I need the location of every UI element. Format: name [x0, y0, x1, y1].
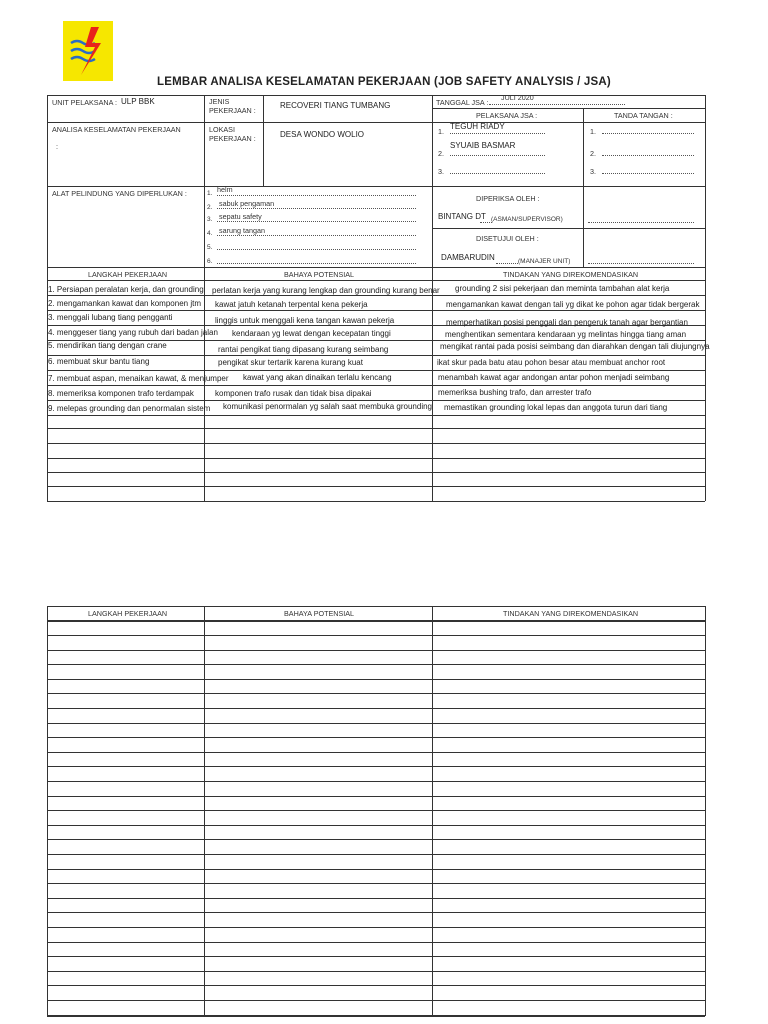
- row-1-tindakan: grounding 2 sisi pekerjaan dan meminta tambahan alat kerja: [455, 284, 670, 293]
- empty-table-row: [47, 869, 705, 870]
- row-2-tindakan: mengamankan kawat dengan tali yg dikat ke pohon agar tidak bergerak: [446, 300, 700, 309]
- disetujui-name: DAMBARUDIN: [441, 253, 495, 262]
- empty-table-row: [47, 942, 705, 943]
- lokasi-value: DESA WONDO WOLIO: [280, 130, 365, 139]
- row-2-bahaya: kawat jatuh ketanah terpental kena pekerja: [215, 300, 368, 309]
- empty-table-row: [47, 912, 705, 913]
- empty-table-row: [47, 854, 705, 855]
- row-5-bahaya: rantai pengikat tiang dipasang kurang seimbang: [218, 345, 389, 354]
- row-3-tindakan: memperhatikan posisi penggali dan pengeruk tanah agar bergantian: [446, 318, 688, 327]
- row-6-bahaya: pengikat skur tertarik karena kurang kuat: [218, 358, 363, 367]
- empty-table-row: [47, 635, 705, 636]
- empty-table-row: [47, 1015, 705, 1016]
- row-2-langkah: 2. mengamankan kawat dan komponen jtm: [48, 299, 201, 308]
- col-header-tindakan: TINDAKAN YANG DIREKOMENDASIKAN: [503, 270, 639, 279]
- empty-table-row: [47, 839, 705, 840]
- jenis-value: RECOVERI TIANG TUMBANG: [280, 101, 391, 110]
- apd-num-6: 6.: [207, 258, 213, 265]
- empty-table-row: [47, 723, 705, 724]
- empty-table-row: [47, 898, 705, 899]
- jenis-label: JENIS: [209, 97, 230, 106]
- empty-table-row: [47, 796, 705, 797]
- apd-num-3: 3.: [207, 216, 213, 223]
- empty-table-row: [47, 752, 705, 753]
- empty-table-row: [47, 664, 705, 665]
- col-header-bahaya-2: BAHAYA POTENSIAL: [284, 609, 355, 618]
- empty-table-row: [47, 708, 705, 709]
- company-logo: [63, 21, 113, 81]
- empty-table-row: [47, 650, 705, 651]
- apd-item-1: helm: [217, 185, 233, 194]
- tanggal-value: JULI 2020: [501, 93, 534, 102]
- pelaksana-name-1: TEGUH RIADY: [450, 122, 505, 131]
- empty-table-row: [47, 693, 705, 694]
- empty-table-row: [47, 825, 705, 826]
- row-9-langkah: 9. melepas grounding dan penormalan sistem: [48, 404, 211, 413]
- row-9-tindakan: memastikan grounding lokal lepas dan anggota turun dari tiang: [444, 403, 668, 412]
- pelaksana-num-1: 1.: [438, 127, 444, 136]
- row-8-langkah: 8. memeriksa komponen trafo terdampak: [48, 389, 194, 398]
- tanggal-label: TANGGAL JSA :: [436, 98, 489, 107]
- tanda-num-3: 3.: [590, 167, 596, 176]
- empty-table-row: [47, 766, 705, 767]
- tanda-num-2: 2.: [590, 149, 596, 158]
- row-9-bahaya: komunikasi penormalan yg salah saat membuka grounding: [223, 402, 433, 411]
- analisa-label: ANALISA KESELAMATAN PEKERJAAN: [52, 125, 181, 134]
- empty-table-row: [47, 985, 705, 986]
- empty-table-row: [47, 927, 705, 928]
- diperiksa-name: BINTANG DT: [438, 212, 486, 221]
- lokasi-label-2: PEKERJAAN :: [209, 134, 256, 143]
- col-header-langkah: LANGKAH PEKERJAAN: [88, 270, 168, 279]
- diperiksa-role: (ASMAN/SUPERVISOR): [491, 216, 563, 223]
- jenis-label-2: PEKERJAAN :: [209, 106, 256, 115]
- row-5-tindakan: mengikat rantai pada posisi seimbang dan diarahkan dengan tali diujungnya: [440, 342, 710, 351]
- empty-table-row: [47, 810, 705, 811]
- row-8-bahaya: komponen trafo rusak dan tidak bisa dipakai: [215, 389, 372, 398]
- disetujui-role: (MANAJER UNIT): [518, 258, 571, 265]
- empty-table-row: [47, 1000, 705, 1001]
- row-7-langkah: 7. membuat aspan, menaikan kawat, & menjumper: [48, 374, 229, 383]
- row-5-langkah: 5. mendirikan tiang dengan crane: [48, 341, 167, 350]
- row-7-tindakan: menambah kawat agar andongan antar pohon menjadi seimbang: [438, 373, 670, 382]
- row-4-tindakan: menghentikan sementara kendaraan yg melintas hingga tiang aman: [445, 330, 687, 339]
- empty-table-row: [47, 679, 705, 680]
- apd-item-4: sarung tangan: [219, 226, 265, 235]
- empty-table-row: [47, 956, 705, 957]
- apd-label: ALAT PELINDUNG YANG DIPERLUKAN :: [52, 189, 187, 198]
- col-header-langkah-2: LANGKAH PEKERJAAN: [88, 609, 168, 618]
- pelaksana-num-3: 3.: [438, 167, 444, 176]
- empty-table-row: [47, 781, 705, 782]
- row-3-bahaya: linggis untuk menggali kena tangan kawan pekerja: [215, 316, 395, 325]
- lokasi-label: LOKASI: [209, 125, 235, 134]
- tanda-label: TANDA TANGAN :: [614, 111, 673, 120]
- unit-label: UNIT PELAKSANA :: [52, 98, 117, 107]
- empty-table-row: [47, 971, 705, 972]
- apd-num-5: 5.: [207, 244, 213, 251]
- disetujui-label: DISETUJUI OLEH :: [476, 234, 539, 243]
- diperiksa-label: DIPERIKSA OLEH :: [476, 194, 540, 203]
- row-6-tindakan: ikat skur pada batu atau pohon besar atau membuat anchor root: [437, 358, 666, 367]
- tanda-num-1: 1.: [590, 127, 596, 136]
- apd-num-4: 4.: [207, 230, 213, 237]
- empty-table-row: [47, 737, 705, 738]
- pelaksana-name-2: SYUAIB BASMAR: [450, 141, 516, 150]
- row-7-bahaya: kawat yang akan dinaikan terlalu kencang: [243, 373, 392, 382]
- col-header-bahaya: BAHAYA POTENSIAL: [284, 270, 355, 279]
- pln-lightning-logo-icon: [63, 21, 113, 81]
- empty-table-row: [47, 883, 705, 884]
- pelaksana-num-2: 2.: [438, 149, 444, 158]
- unit-value: ULP BBK: [121, 97, 155, 106]
- document-title: LEMBAR ANALISA KESELAMATAN PEKERJAAN (JOB SAFETY ANALYSIS / JSA): [157, 76, 611, 88]
- col-header-tindakan-2: TINDAKAN YANG DIREKOMENDASIKAN: [503, 609, 639, 618]
- row-3-langkah: 3. menggali lubang tiang pengganti: [48, 313, 173, 322]
- row-6-langkah: 6. membuat skur bantu tiang: [48, 357, 150, 366]
- row-1-langkah: 1. Persiapan peralatan kerja, dan grounding: [48, 285, 204, 294]
- apd-item-3: sepatu safety: [219, 212, 262, 221]
- pelaksana-label: PELAKSANA JSA :: [476, 111, 538, 120]
- analisa-colon: :: [56, 142, 58, 151]
- row-8-tindakan: memeriksa bushing trafo, dan arrester trafo: [438, 388, 592, 397]
- apd-num-1: 1.: [207, 190, 213, 197]
- row-1-bahaya: perlatan kerja yang kurang lengkap dan grounding kurang benar: [212, 286, 440, 295]
- apd-num-2: 2.: [207, 204, 213, 211]
- row-4-langkah: 4. menggeser tiang yang rubuh dari badan jalan: [48, 328, 218, 337]
- apd-item-2: sabuk pengaman: [219, 199, 275, 208]
- row-4-bahaya: kendaraan yg lewat dengan kecepatan tinggi: [232, 329, 391, 338]
